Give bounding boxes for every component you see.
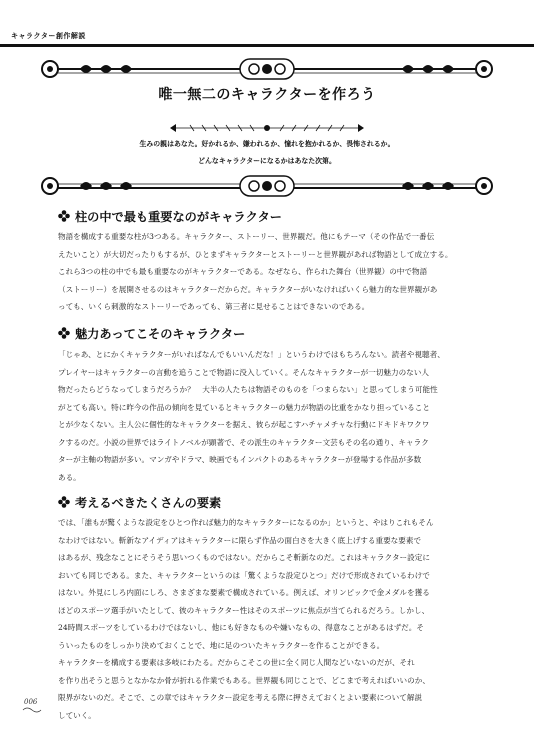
header-rule [0, 44, 534, 47]
page-number-ornament [22, 706, 42, 714]
section-heading-2 [58, 325, 245, 342]
running-header: キャラクター創作解説 [8, 31, 89, 41]
body-line: 限界がないのだ。そこで、この章ではキャラクター設定を考える際に押さえておくとよい要素について解説 [58, 693, 423, 702]
section-heading-1-text: 柱の中で最も重要なのがキャラクター [75, 210, 282, 224]
body-line: とが少なくない。主人公に個性的なキャラクターを据え、彼らが起こすハチャメチャな行動にドキドキワクワ [58, 420, 430, 429]
page-title: 唯一無二のキャラクターを作ろう [158, 87, 376, 103]
body-line: ターが主軸の物語が多い。マンガやドラマ、映画でもインパクトのあるキャラクターが登場する作品が多数 [58, 455, 422, 464]
page-number: 006 [24, 698, 38, 706]
section-heading-2-text: 魅力あってこそのキャラクター [75, 327, 246, 341]
body-line: プレイヤーはキャラクターの言動を追うことで物語に没入していく。そんなキャラクターが一切魅力のない人 [58, 367, 429, 377]
body-line: キャラクターを構成する要素は多岐にわたる。だからこそこの世に全く同じ人間などいないのだが、それ [58, 658, 415, 667]
top-ornament-divider [40, 56, 494, 82]
body-line: っても、いくら刺激的なストーリーであっても、第三者に見せることはできないのである。 [58, 302, 370, 311]
body-line: では、「誰もが驚くような設定をひとつ作れば魅力的なキャラクターになるのか」というと、やはりこれもそん [58, 518, 434, 527]
section-heading-1 [58, 208, 282, 225]
section-2-body [58, 346, 482, 486]
body-line: はあるが、残念なことにそうそう思いつくものではない。だからこそ斬新なのだ。これはキャラクター設定に [58, 553, 430, 562]
body-line: 「じゃあ、とにかくキャラクターがいればなんでもいいんだな！」というわけではもちろんない。読者や視聴者、 [58, 350, 445, 359]
body-line: を作り出そうと思うとなかなか骨が折れる作業でもある。世界観も同じことで、どこまで考えればいいのか、 [58, 675, 430, 685]
flower-bullet-icon [58, 496, 70, 508]
body-line: ほどのスポーツ選手がいたとして、彼のキャラクター性はそのスポーツに焦点が当てられるだろう。しかし、 [58, 605, 430, 615]
body-line: 24時間スポーツをしているわけではないし、他にも好きなものや嫌いなもの、得意なことがあるはずだ。そ [58, 623, 424, 632]
subtitle-line-2: どんなキャラクターになるかはあなた次第。 [198, 157, 336, 165]
body-line: 物語を構成する重要な柱が3つある。キャラクター、ストーリー、世界観だ。他にもテーマ（その作品で一番伝 [58, 232, 435, 241]
body-line: 物だったらどうなってしまうだろうか？ 大半の人たちは物語そのものを「つまらない」と思ってしまう可能性 [58, 385, 438, 394]
body-line: （ストーリー）を展開させるのはキャラクターだからだ。キャラクターがいなければいくら魅力的な世界観があ [58, 284, 438, 294]
subtitle-line-1: 生みの親はあなた。好かれるか、嫌われるか、憧れを抱かれるか、畏怖されるか。 [139, 140, 395, 148]
body-line: クするのだ。小説の世界ではライトノベルが顕著で、その派生のキャラクター文芸もその名の通り、キャラク [58, 437, 429, 447]
body-line: これら3つの柱の中でも最も重要なのがキャラクターである。なぜなら、作られた舞台（世界観）の中で物語 [58, 267, 428, 276]
body-line: おいても同じである。また、キャラクターというのは「驚くような設定ひとつ」だけで形成されているわけで [58, 570, 430, 580]
body-line: はない。外見にしろ内面にしろ、さまざまな要素で構成されている。例えば、オリンピックで金メダルを獲る [58, 588, 430, 597]
body-line: えたいこと）が大切だったりもするが、ひとまずキャラクターとストーリーと世界観があれば物語として成立する。 [58, 249, 453, 259]
body-line: ある。 [58, 472, 81, 482]
flower-bullet-icon [58, 210, 70, 222]
body-line: ういったものをしっかり決めておくことで、地に足のついたキャラクターを作ることができる。 [58, 640, 385, 650]
body-line: なわけではない。斬新なアイディアはキャラクターに限らず作品の面白さを大きく底上げする重要な要素で [58, 535, 422, 545]
section-heading-3-text: 考えるべきたくさんの要素 [75, 496, 222, 510]
bottom-ornament-divider [40, 173, 494, 199]
flower-bullet-icon [58, 327, 70, 339]
body-line: していく。 [58, 710, 96, 720]
subtitle-divider [170, 123, 364, 133]
body-line: がとても高い。特に昨今の作品の傾向を見ているとキャラクターの魅力が物語の比重をかなり担っていること [58, 402, 430, 412]
section-1-body [58, 228, 482, 316]
section-heading-3 [58, 494, 221, 511]
section-3-body [58, 514, 482, 724]
